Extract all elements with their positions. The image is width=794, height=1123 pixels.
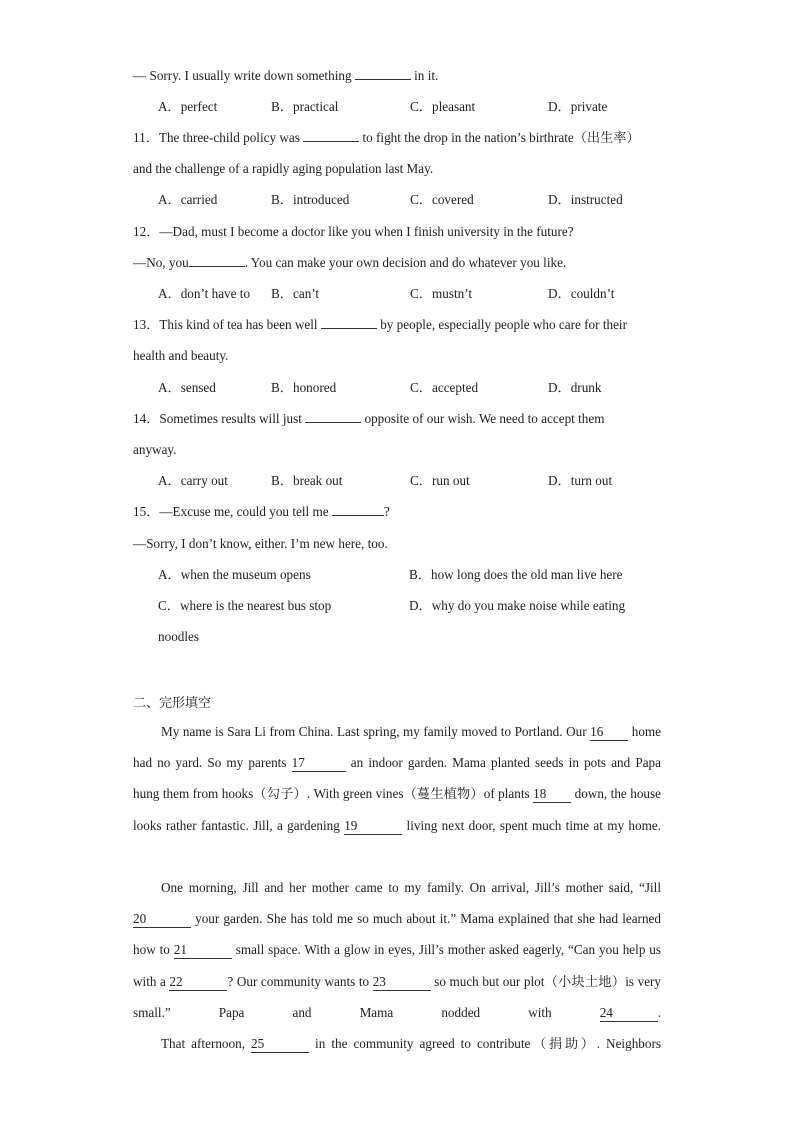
q11-options: [0, 190, 794, 210]
q10-text-before: — Sorry. I usually write down something: [133, 68, 352, 83]
option-d: D．why do you make noise while eating: [409, 598, 626, 613]
option-d-continued: noodles: [158, 629, 200, 644]
q12-line1: 12．—Dad, must I become a doctor like you when I finish university in the future?: [133, 224, 574, 239]
option-b: B．how long does the old man live here: [409, 567, 623, 582]
p3-text-1: That afternoon,: [161, 1036, 246, 1051]
p2-text-6: .: [657, 1004, 661, 1020]
p1-text-2: home had no yard. So my parents: [133, 724, 662, 771]
q14-line2: anyway.: [133, 442, 177, 457]
answer-blank: [321, 328, 377, 329]
option-a: A．carried: [158, 192, 218, 207]
q15-options-row2: [0, 596, 794, 616]
option-a: A．when the museum opens: [158, 567, 311, 582]
cloze-paragraph-2: [133, 872, 661, 1028]
option-c: C．accepted: [410, 380, 479, 395]
blank-18: 18: [533, 786, 571, 803]
answer-blank: [305, 422, 361, 423]
q12-line2: [133, 253, 566, 273]
option-b: B．can’t: [271, 286, 320, 301]
blank-16: 16: [590, 724, 628, 741]
q12-text-after: . You can make your own decision and do whatever you like.: [244, 255, 567, 270]
q15-line2: —Sorry, I don’t know, either. I’m new here, too.: [133, 536, 388, 551]
answer-blank: [189, 266, 245, 267]
blank-19: 19: [344, 818, 402, 835]
q15-text-before: 15．—Excuse me, could you tell me: [133, 504, 329, 519]
option-d: D．instructed: [548, 192, 623, 207]
blank-24: 24: [600, 1005, 658, 1022]
option-a: A．carry out: [158, 473, 228, 488]
answer-blank: [355, 79, 411, 80]
q15-line1: [133, 502, 390, 522]
blank-25: 25: [251, 1036, 309, 1053]
q15-options-row3: [0, 627, 794, 647]
option-d: D．private: [548, 99, 608, 114]
q11-text-before: 11．The three-child policy was: [133, 130, 300, 145]
q11-line1: [133, 128, 640, 148]
option-c: C．run out: [410, 473, 470, 488]
p1-text-5: living next door, spent much time at my home.: [406, 817, 662, 833]
blank-20: 20: [133, 911, 191, 928]
q14-text-after: opposite of our wish. We need to accept them: [364, 411, 605, 426]
option-c: C．pleasant: [410, 99, 476, 114]
answer-blank: [303, 141, 359, 142]
option-d: D．drunk: [548, 380, 602, 395]
option-a: A．don’t have to: [158, 286, 251, 301]
q14-text-before: 14．Sometimes results will just: [133, 411, 302, 426]
p2-text-5: so much but our plot（小块土地）is very small.” Papa and Mama nodded with: [133, 973, 662, 1020]
option-d: D．couldn’t: [548, 286, 615, 301]
q11-text-after: to fight the drop in the nation’s birthrate（出生率）: [362, 130, 640, 145]
q14-line1: [133, 409, 605, 429]
blank-21: 21: [174, 942, 232, 959]
option-b: B．honored: [271, 380, 337, 395]
p2-text-2: your garden. She has told me so much about it.” Mama explained that she had learned how to: [133, 911, 661, 958]
option-d: D．turn out: [548, 473, 613, 488]
q10-tail-line: [133, 66, 438, 86]
option-b: B．introduced: [271, 192, 350, 207]
option-c: C．mustn’t: [410, 286, 473, 301]
answer-blank: [332, 515, 384, 516]
q10-options: [0, 97, 794, 117]
q13-line2: health and beauty.: [133, 348, 229, 363]
q14-options: [0, 471, 794, 491]
blank-23: 23: [373, 974, 431, 991]
q13-text-after: by people, especially people who care for their: [380, 317, 627, 332]
option-b: B．break out: [271, 473, 343, 488]
blank-17: 17: [292, 755, 346, 772]
p1-text-3: an indoor garden. Mama planted seeds in pots and Papa hung them from hooks（勾子）. With green vines（蔓生植物）of plants: [133, 755, 662, 802]
q12-options: [0, 284, 794, 304]
p1-text-1: My name is Sara Li from China. Last spring, my family moved to Portland. Our: [161, 724, 587, 739]
q13-line1: [133, 315, 627, 335]
option-c: C．covered: [410, 192, 474, 207]
q12-text-before: —No, you: [133, 255, 189, 270]
q15-text-after: ?: [383, 504, 390, 519]
p2-text-1: One morning, Jill and her mother came to my family. On arrival, Jill’s mother said, “Jill: [161, 880, 661, 895]
option-a: A．sensed: [158, 380, 216, 395]
q11-line2: and the challenge of a rapidly aging population last May.: [133, 161, 434, 176]
blank-22: 22: [169, 974, 227, 991]
cloze-paragraph-1: [133, 716, 661, 841]
p3-text-2: in the community agreed to contribute（捐助）. Neighbors: [315, 1036, 661, 1051]
q15-options-row1: [0, 565, 794, 585]
p1-text-4: down, the house looks rather fantastic. Jill, a gardening: [133, 786, 662, 833]
q10-text-after: in it.: [414, 68, 439, 83]
section-title: 二、完形填空: [133, 696, 212, 711]
q13-text-before: 13．This kind of tea has been well: [133, 317, 318, 332]
option-c: C．where is the nearest bus stop: [158, 598, 332, 613]
option-a: A．perfect: [158, 99, 218, 114]
q13-options: [0, 378, 794, 398]
option-b: B．practical: [271, 99, 339, 114]
p2-text-3: small space. With a glow in eyes, Jill’s mother asked eagerly, “Can you help us with a: [133, 942, 662, 989]
cloze-paragraph-3: [133, 1028, 661, 1059]
p2-text-4: ? Our community wants to: [227, 973, 370, 989]
